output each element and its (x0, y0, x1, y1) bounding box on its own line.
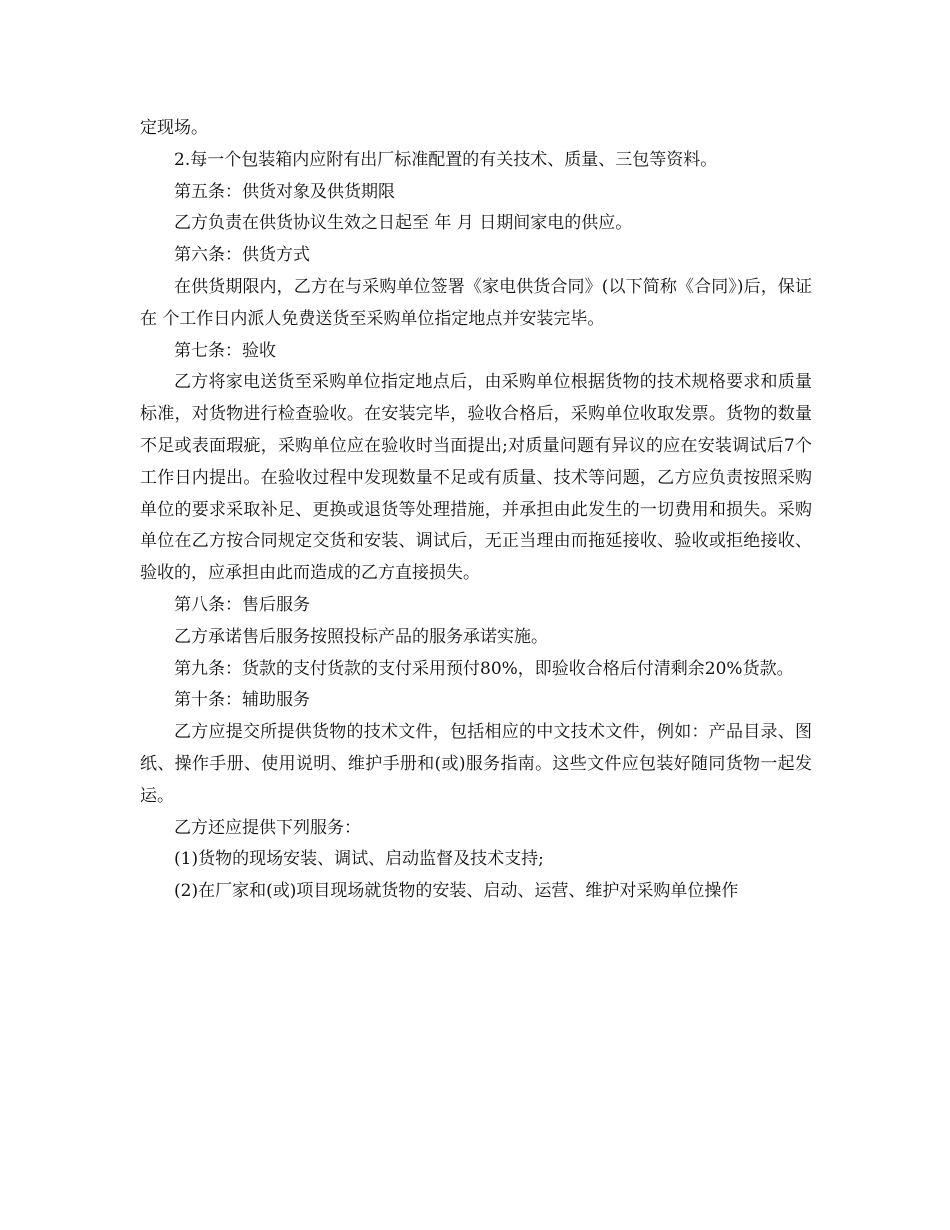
section-heading-9: 第九条：货款的支付货款的支付采用预付80%，即验收合格后付清剩余20%货款。 (174, 658, 794, 679)
paragraph-2: 2.每一个包装箱内应附有出厂标准配置的有关技术、质量、三包等资料。 (174, 149, 718, 170)
list-item-2: (2)在厂家和(或)项目现场就货物的安装、启动、运营、维护对采购单位操作 (174, 881, 739, 902)
section-heading-8: 第八条：售后服务 (174, 594, 310, 615)
paragraph-13: 乙方应提交所提供货物的技术文件，包括相应的中文技术文件，例如：产品目录、图纸、操作手册、使用说明、维护手册和(或)服务指南。这些文件应包装好随同货物一起发运。 (140, 722, 812, 806)
section-heading-6: 第六条：供货方式 (174, 245, 310, 266)
section-heading-10: 第十条：辅助服务 (174, 690, 310, 711)
paragraph-6: 在供货期限内，乙方在与采购单位签署《家电供货合同》(以下简称《合同》)后，保证在 个工作日内派人免费送货至采购单位指定地点并安装完毕。 (140, 276, 812, 329)
list-item-1: (1)货物的现场安装、调试、启动监督及技术支持; (174, 849, 544, 870)
document-body (140, 113, 812, 908)
paragraph-1: 定现场。 (140, 118, 208, 138)
paragraph-4: 乙方负责在供货协议生效之日起至 年 月 日期间家电的供应。 (174, 213, 633, 234)
section-heading-7: 第七条：验收 (174, 340, 276, 361)
paragraph-10: 乙方承诺售后服务按照投标产品的服务承诺实施。 (174, 626, 548, 647)
paragraph-8: 乙方将家电送货至采购单位指定地点后，由采购单位根据货物的技术规格要求和质量标准，对货物进行检查验收。在安装完毕，验收合格后，采购单位收取发票。货物的数量不足或表面瑕疵，采购单位应在验收时当面提出;对质量问题有异议的应在安装调试后7个工作日内提出。在验收过程中发现数量不足或有质量、技术等问题，乙方应负责按照采购单位的要求采取补足、更换或退货等处理措施，并承担由此发生的一切费用和损失。采购单位在乙方按合同规定交货和安装、调试后，无正当理由而拖延接收、验收或拒绝接收、验收的，应承担由此而造成的乙方直接损失。 (140, 372, 812, 584)
paragraph-14: 乙方还应提供下列服务： (174, 817, 361, 838)
section-heading-5: 第五条：供货对象及供货期限 (174, 181, 395, 202)
